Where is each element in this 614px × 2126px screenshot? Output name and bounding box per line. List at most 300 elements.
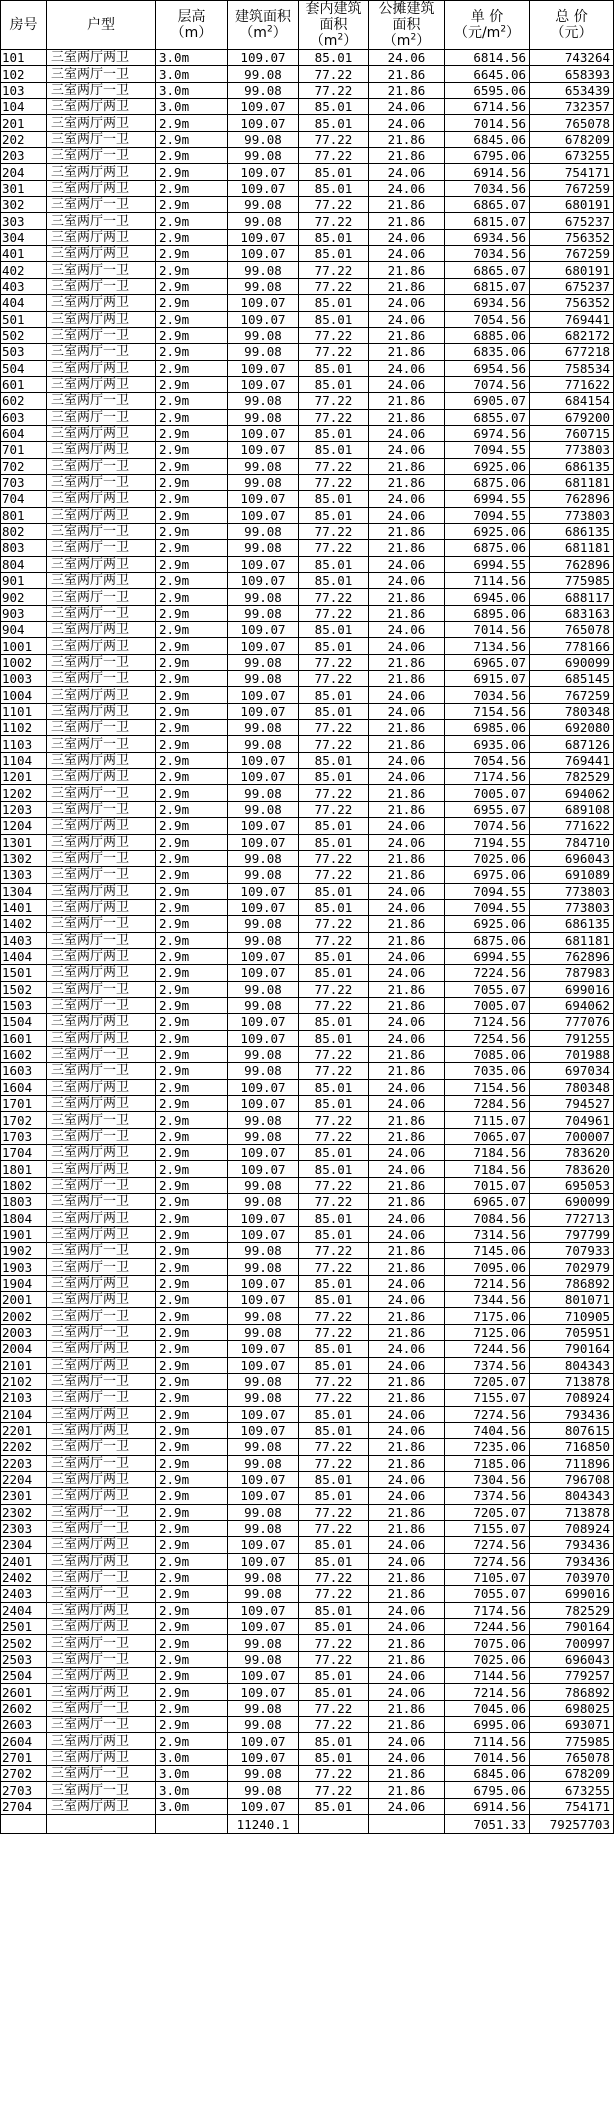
table-row: [1, 164, 614, 180]
floor-height-cell: 3.0m: [156, 99, 228, 115]
floor-height-cell: 2.9m: [156, 1471, 228, 1487]
shared-area-cell: 21.86: [369, 605, 445, 621]
header-unit-type: 户型: [47, 1, 156, 50]
floor-height-cell: 2.9m: [156, 720, 228, 736]
shared-area-cell: 24.06: [369, 311, 445, 327]
unit-price-cell: 6935.06: [445, 736, 530, 752]
floor-height-cell: 2.9m: [156, 115, 228, 131]
internal-area-cell: 77.22: [299, 1455, 369, 1471]
table-row: [1, 867, 614, 883]
unit-type-cell: 三室两厅两卫: [47, 1014, 156, 1030]
unit-type-cell: 三室两厅两卫: [47, 638, 156, 654]
gross-area-cell: 109.07: [228, 687, 299, 703]
shared-area-cell: 24.06: [369, 1357, 445, 1373]
gross-area-cell: 109.07: [228, 1553, 299, 1569]
unit-type-cell: 三室两厅两卫: [47, 1145, 156, 1161]
floor-height-cell: 2.9m: [156, 1390, 228, 1406]
room-no-cell: 1704: [1, 1145, 47, 1161]
floor-height-cell: 2.9m: [156, 1537, 228, 1553]
unit-type-cell: 三室两厅一卫: [47, 1766, 156, 1782]
total-price-cell: 772713: [530, 1210, 614, 1226]
gross-area-cell: 109.07: [228, 1471, 299, 1487]
total-price-cell: 779257: [530, 1668, 614, 1684]
gross-area-cell: 109.07: [228, 115, 299, 131]
unit-type-cell: 三室两厅一卫: [47, 409, 156, 425]
unit-type-cell: 三室两厅一卫: [47, 1717, 156, 1733]
table-row: [1, 654, 614, 670]
floor-height-cell: 2.9m: [156, 1259, 228, 1275]
unit-price-cell: 6875.06: [445, 540, 530, 556]
floor-height-cell: 2.9m: [156, 262, 228, 278]
gross-area-cell: 109.07: [228, 1096, 299, 1112]
internal-area-cell: 77.22: [299, 1439, 369, 1455]
shared-area-cell: 24.06: [369, 164, 445, 180]
unit-type-cell: 三室两厅两卫: [47, 442, 156, 458]
floor-height-cell: 2.9m: [156, 213, 228, 229]
gross-area-cell: 109.07: [228, 1733, 299, 1749]
unit-price-cell: 7085.06: [445, 1046, 530, 1062]
floor-height-cell: 2.9m: [156, 1635, 228, 1651]
floor-height-cell: 2.9m: [156, 1422, 228, 1438]
shared-area-cell: 24.06: [369, 752, 445, 768]
internal-area-cell: 85.01: [299, 769, 369, 785]
unit-price-cell: 7074.56: [445, 376, 530, 392]
unit-type-cell: 三室两厅一卫: [47, 1194, 156, 1210]
table-row: [1, 1520, 614, 1536]
total-price-cell: 683163: [530, 605, 614, 621]
table-row: [1, 1586, 614, 1602]
total-price-cell: 695053: [530, 1177, 614, 1193]
shared-area-cell: 21.86: [369, 1455, 445, 1471]
shared-area-cell: 21.86: [369, 1520, 445, 1536]
unit-price-cell: 7274.56: [445, 1537, 530, 1553]
shared-area-cell: 21.86: [369, 1112, 445, 1128]
gross-area-cell: 99.08: [228, 458, 299, 474]
unit-type-cell: 三室两厅一卫: [47, 278, 156, 294]
table-row: [1, 1292, 614, 1308]
room-no-cell: 1103: [1, 736, 47, 752]
internal-area-cell: 85.01: [299, 229, 369, 245]
floor-height-cell: 2.9m: [156, 1700, 228, 1716]
total-price-cell: 707933: [530, 1243, 614, 1259]
unit-type-cell: 三室两厅两卫: [47, 556, 156, 572]
unit-price-cell: 7154.56: [445, 703, 530, 719]
room-no-cell: 603: [1, 409, 47, 425]
table-row: [1, 262, 614, 278]
unit-price-cell: 7034.56: [445, 687, 530, 703]
floor-height-cell: 2.9m: [156, 393, 228, 409]
internal-area-cell: 85.01: [299, 1602, 369, 1618]
room-no-cell: 1202: [1, 785, 47, 801]
gross-area-cell: 109.07: [228, 1668, 299, 1684]
shared-area-cell: 21.86: [369, 1324, 445, 1340]
unit-price-cell: 6974.56: [445, 425, 530, 441]
room-no-cell: 1301: [1, 834, 47, 850]
floor-height-cell: 2.9m: [156, 997, 228, 1013]
unit-type-cell: 三室两厅一卫: [47, 474, 156, 490]
floor-height-cell: 3.0m: [156, 1749, 228, 1765]
floor-height-cell: 3.0m: [156, 1766, 228, 1782]
shared-area-cell: 21.86: [369, 867, 445, 883]
gross-area-cell: 109.07: [228, 1145, 299, 1161]
floor-height-cell: 2.9m: [156, 818, 228, 834]
gross-area-cell: 109.07: [228, 769, 299, 785]
table-row: [1, 376, 614, 392]
unit-price-cell: 6885.06: [445, 327, 530, 343]
unit-type-cell: 三室两厅一卫: [47, 458, 156, 474]
gross-area-cell: 99.08: [228, 278, 299, 294]
internal-area-cell: 77.22: [299, 1390, 369, 1406]
gross-area-cell: 109.07: [228, 622, 299, 638]
internal-area-cell: 85.01: [299, 1096, 369, 1112]
internal-area-cell: 77.22: [299, 785, 369, 801]
table-row: [1, 148, 614, 164]
floor-height-cell: 2.9m: [156, 491, 228, 507]
room-no-cell: 903: [1, 605, 47, 621]
shared-area-cell: 21.86: [369, 1128, 445, 1144]
gross-area-cell: 99.08: [228, 1569, 299, 1585]
floor-height-cell: 2.9m: [156, 703, 228, 719]
total-price-cell: 767259: [530, 687, 614, 703]
table-row: [1, 1030, 614, 1046]
table-row: [1, 1128, 614, 1144]
gross-area-cell: 99.08: [228, 262, 299, 278]
gross-area-cell: 109.07: [228, 229, 299, 245]
unit-price-cell: 7235.06: [445, 1439, 530, 1455]
unit-price-cell: 7174.56: [445, 1602, 530, 1618]
internal-area-cell: 77.22: [299, 997, 369, 1013]
shared-area-cell: 21.86: [369, 1635, 445, 1651]
room-no-cell: 901: [1, 573, 47, 589]
unit-price-cell: 6934.56: [445, 295, 530, 311]
internal-area-cell: 85.01: [299, 687, 369, 703]
total-price-cell: 775985: [530, 1733, 614, 1749]
shared-area-cell: 24.06: [369, 425, 445, 441]
internal-area-cell: 85.01: [299, 1668, 369, 1684]
internal-area-cell: 85.01: [299, 442, 369, 458]
floor-height-cell: 2.9m: [156, 736, 228, 752]
unit-price-cell: 6905.07: [445, 393, 530, 409]
internal-area-cell: 85.01: [299, 1079, 369, 1095]
room-no-cell: 1002: [1, 654, 47, 670]
total-price-cell: 791255: [530, 1030, 614, 1046]
total-price-cell: 796708: [530, 1471, 614, 1487]
gross-area-cell: 109.07: [228, 1422, 299, 1438]
room-no-cell: 1501: [1, 965, 47, 981]
unit-price-cell: 7094.55: [445, 442, 530, 458]
unit-type-cell: 三室两厅两卫: [47, 1406, 156, 1422]
unit-price-cell: 6955.07: [445, 801, 530, 817]
floor-height-cell: 2.9m: [156, 1373, 228, 1389]
internal-area-cell: 85.01: [299, 1292, 369, 1308]
unit-price-cell: 7095.06: [445, 1259, 530, 1275]
table-row: [1, 66, 614, 82]
total-price-cell: 682172: [530, 327, 614, 343]
total-price-cell: 743264: [530, 50, 614, 66]
unit-price-cell: 6965.07: [445, 654, 530, 670]
floor-height-cell: 2.9m: [156, 1145, 228, 1161]
shared-area-cell: 21.86: [369, 1194, 445, 1210]
unit-type-cell: 三室两厅两卫: [47, 1096, 156, 1112]
total-price-cell: 787983: [530, 965, 614, 981]
unit-type-cell: 三室两厅两卫: [47, 1161, 156, 1177]
room-no-cell: 2101: [1, 1357, 47, 1373]
header-row: [1, 1, 614, 50]
room-no-cell: 203: [1, 148, 47, 164]
shared-area-cell: 24.06: [369, 703, 445, 719]
gross-area-cell: 99.08: [228, 1504, 299, 1520]
unit-price-cell: 7214.56: [445, 1275, 530, 1291]
room-no-cell: 1204: [1, 818, 47, 834]
unit-price-cell: 7205.07: [445, 1504, 530, 1520]
gross-area-cell: 99.08: [228, 1651, 299, 1667]
floor-height-cell: 2.9m: [156, 1717, 228, 1733]
room-no-cell: 1203: [1, 801, 47, 817]
table-row: [1, 1373, 614, 1389]
room-no-cell: 1302: [1, 850, 47, 866]
total-price-cell: 793436: [530, 1406, 614, 1422]
room-no-cell: 1802: [1, 1177, 47, 1193]
unit-price-cell: 6965.07: [445, 1194, 530, 1210]
gross-area-cell: 109.07: [228, 1684, 299, 1700]
gross-area-cell: 109.07: [228, 1488, 299, 1504]
shared-area-cell: 24.06: [369, 50, 445, 66]
unit-type-cell: 三室两厅两卫: [47, 948, 156, 964]
total-price-cell: 701988: [530, 1046, 614, 1062]
table-row: [1, 344, 614, 360]
total-price-cell: 688117: [530, 589, 614, 605]
shared-area-cell: 24.06: [369, 1668, 445, 1684]
shared-area-cell: 21.86: [369, 1259, 445, 1275]
room-no-cell: 2603: [1, 1717, 47, 1733]
internal-area-cell: 77.22: [299, 1635, 369, 1651]
room-no-cell: 202: [1, 131, 47, 147]
shared-area-cell: 21.86: [369, 1504, 445, 1520]
table-row: [1, 834, 614, 850]
floor-height-cell: 2.9m: [156, 507, 228, 523]
internal-area-cell: 77.22: [299, 1520, 369, 1536]
unit-type-cell: 三室两厅两卫: [47, 1226, 156, 1242]
gross-area-cell: 109.07: [228, 1161, 299, 1177]
room-no-cell: 602: [1, 393, 47, 409]
gross-area-cell: 99.08: [228, 1782, 299, 1798]
internal-area-cell: 85.01: [299, 1471, 369, 1487]
unit-price-cell: 7105.07: [445, 1569, 530, 1585]
unit-type-cell: 三室两厅一卫: [47, 1373, 156, 1389]
total-price-cell: 756352: [530, 295, 614, 311]
floor-height-cell: 2.9m: [156, 1602, 228, 1618]
table-row: [1, 360, 614, 376]
total-price-cell: 782529: [530, 769, 614, 785]
table-row: [1, 1422, 614, 1438]
total-price-cell: 804343: [530, 1357, 614, 1373]
total-price-cell: 769441: [530, 752, 614, 768]
shared-area-cell: 21.86: [369, 213, 445, 229]
internal-area-cell: 77.22: [299, 1063, 369, 1079]
total-price-cell: 692080: [530, 720, 614, 736]
internal-area-cell: 77.22: [299, 344, 369, 360]
shared-area-cell: 24.06: [369, 180, 445, 196]
room-no-cell: 2602: [1, 1700, 47, 1716]
room-no-cell: 302: [1, 197, 47, 213]
table-row: [1, 458, 614, 474]
table-row: [1, 573, 614, 589]
table-row: [1, 638, 614, 654]
table-row: [1, 1014, 614, 1030]
table-row: [1, 1226, 614, 1242]
floor-height-cell: 2.9m: [156, 638, 228, 654]
table-row: [1, 442, 614, 458]
table-row: [1, 1717, 614, 1733]
floor-height-cell: 2.9m: [156, 1439, 228, 1455]
unit-type-cell: 三室两厅一卫: [47, 1324, 156, 1340]
internal-area-cell: 77.22: [299, 1651, 369, 1667]
total-price-cell: 658393: [530, 66, 614, 82]
unit-type-cell: 三室两厅一卫: [47, 1651, 156, 1667]
unit-price-cell: 7054.56: [445, 311, 530, 327]
shared-area-cell: 24.06: [369, 638, 445, 654]
unit-price-cell: 7014.56: [445, 622, 530, 638]
internal-area-cell: 85.01: [299, 1488, 369, 1504]
room-no-cell: 501: [1, 311, 47, 327]
floor-height-cell: 2.9m: [156, 376, 228, 392]
unit-type-cell: 三室两厅一卫: [47, 850, 156, 866]
table-row: [1, 1063, 614, 1079]
unit-price-cell: 7035.06: [445, 1063, 530, 1079]
floor-height-cell: 3.0m: [156, 1798, 228, 1814]
total-price-cell: 675237: [530, 278, 614, 294]
shared-area-cell: 24.06: [369, 442, 445, 458]
internal-area-cell: 85.01: [299, 491, 369, 507]
internal-area-cell: 77.22: [299, 850, 369, 866]
room-no-cell: 1603: [1, 1063, 47, 1079]
internal-area-cell: 85.01: [299, 1537, 369, 1553]
shared-area-cell: 24.06: [369, 834, 445, 850]
total-price-cell: 794527: [530, 1096, 614, 1112]
shared-area-cell: 24.06: [369, 573, 445, 589]
unit-type-cell: 三室两厅一卫: [47, 523, 156, 539]
table-row: [1, 197, 614, 213]
gross-area-cell: 99.08: [228, 1063, 299, 1079]
table-row: [1, 769, 614, 785]
header-internal-area: 套内建筑 面积 $(m^2)$: [299, 1, 369, 50]
unit-type-cell: 三室两厅两卫: [47, 899, 156, 915]
total-price-cell: 777076: [530, 1014, 614, 1030]
shared-area-cell: 21.86: [369, 1177, 445, 1193]
shared-area-cell: 21.86: [369, 458, 445, 474]
floor-height-cell: 2.9m: [156, 1226, 228, 1242]
internal-area-cell: 77.22: [299, 801, 369, 817]
table-row: [1, 556, 614, 572]
unit-price-cell: 7155.07: [445, 1520, 530, 1536]
total-price-cell: 773803: [530, 883, 614, 899]
gross-area-cell: 109.07: [228, 703, 299, 719]
shared-area-cell: 21.86: [369, 932, 445, 948]
totals-row: [1, 1815, 614, 1834]
floor-height-cell: 2.9m: [156, 1357, 228, 1373]
unit-type-cell: 三室两厅一卫: [47, 1128, 156, 1144]
shared-area-cell: 21.86: [369, 523, 445, 539]
internal-area-cell: 85.01: [299, 115, 369, 131]
unit-price-cell: 7175.06: [445, 1308, 530, 1324]
table-row: [1, 393, 614, 409]
unit-price-cell: 6875.06: [445, 932, 530, 948]
gross-area-cell: 99.08: [228, 1243, 299, 1259]
gross-area-cell: 99.08: [228, 1766, 299, 1782]
unit-type-cell: 三室两厅两卫: [47, 164, 156, 180]
gross-area-cell: 109.07: [228, 507, 299, 523]
internal-area-cell: 85.01: [299, 1798, 369, 1814]
room-no-cell: 902: [1, 589, 47, 605]
shared-area-cell: 24.06: [369, 948, 445, 964]
floor-height-cell: 2.9m: [156, 1684, 228, 1700]
shared-area-cell: 24.06: [369, 1292, 445, 1308]
unit-type-cell: 三室两厅两卫: [47, 1798, 156, 1814]
unit-type-cell: 三室两厅两卫: [47, 50, 156, 66]
floor-height-cell: 2.9m: [156, 1194, 228, 1210]
floor-height-cell: 2.9m: [156, 1128, 228, 1144]
total-price-cell: 790164: [530, 1619, 614, 1635]
internal-area-cell: 85.01: [299, 883, 369, 899]
room-no-cell: 103: [1, 82, 47, 98]
room-no-cell: 2401: [1, 1553, 47, 1569]
total-price-cell: 686135: [530, 458, 614, 474]
shared-area-cell: 21.86: [369, 1569, 445, 1585]
shared-area-cell: 21.86: [369, 66, 445, 82]
unit-type-cell: 三室两厅一卫: [47, 131, 156, 147]
total-price-cell: 678209: [530, 131, 614, 147]
floor-height-cell: 2.9m: [156, 409, 228, 425]
internal-area-cell: 77.22: [299, 327, 369, 343]
gross-area-cell: 109.07: [228, 246, 299, 262]
header-total-price: 总 价 （元）: [530, 1, 614, 50]
shared-area-cell: 21.86: [369, 278, 445, 294]
shared-area-cell: 21.86: [369, 131, 445, 147]
unit-type-cell: 三室两厅一卫: [47, 1504, 156, 1520]
unit-price-cell: 7065.07: [445, 1128, 530, 1144]
shared-area-cell: 21.86: [369, 589, 445, 605]
table-row: [1, 474, 614, 490]
table-row: [1, 213, 614, 229]
unit-type-cell: 三室两厅一卫: [47, 981, 156, 997]
total-price-cell: 694062: [530, 785, 614, 801]
room-no-cell: 303: [1, 213, 47, 229]
unit-type-cell: 三室两厅一卫: [47, 1782, 156, 1798]
floor-height-cell: 2.9m: [156, 1112, 228, 1128]
shared-area-cell: 21.86: [369, 671, 445, 687]
unit-type-cell: 三室两厅一卫: [47, 1112, 156, 1128]
total-price-cell: 801071: [530, 1292, 614, 1308]
unit-price-cell: 7224.56: [445, 965, 530, 981]
unit-price-cell: 7014.56: [445, 115, 530, 131]
internal-area-cell: 77.22: [299, 1046, 369, 1062]
gross-area-cell: 109.07: [228, 1619, 299, 1635]
unit-type-cell: 三室两厅两卫: [47, 818, 156, 834]
internal-area-cell: 77.22: [299, 1324, 369, 1340]
shared-area-cell: 21.86: [369, 1046, 445, 1062]
unit-type-cell: 三室两厅一卫: [47, 1586, 156, 1602]
shared-area-cell: 24.06: [369, 1096, 445, 1112]
unit-price-cell: 7144.56: [445, 1668, 530, 1684]
table-row: [1, 278, 614, 294]
gross-area-cell: 99.08: [228, 344, 299, 360]
floor-height-cell: 3.0m: [156, 50, 228, 66]
shared-area-cell: 21.86: [369, 1651, 445, 1667]
unit-type-cell: 三室两厅一卫: [47, 1063, 156, 1079]
unit-price-cell: 6994.55: [445, 491, 530, 507]
unit-type-cell: 三室两厅两卫: [47, 769, 156, 785]
gross-area-cell: 109.07: [228, 899, 299, 915]
